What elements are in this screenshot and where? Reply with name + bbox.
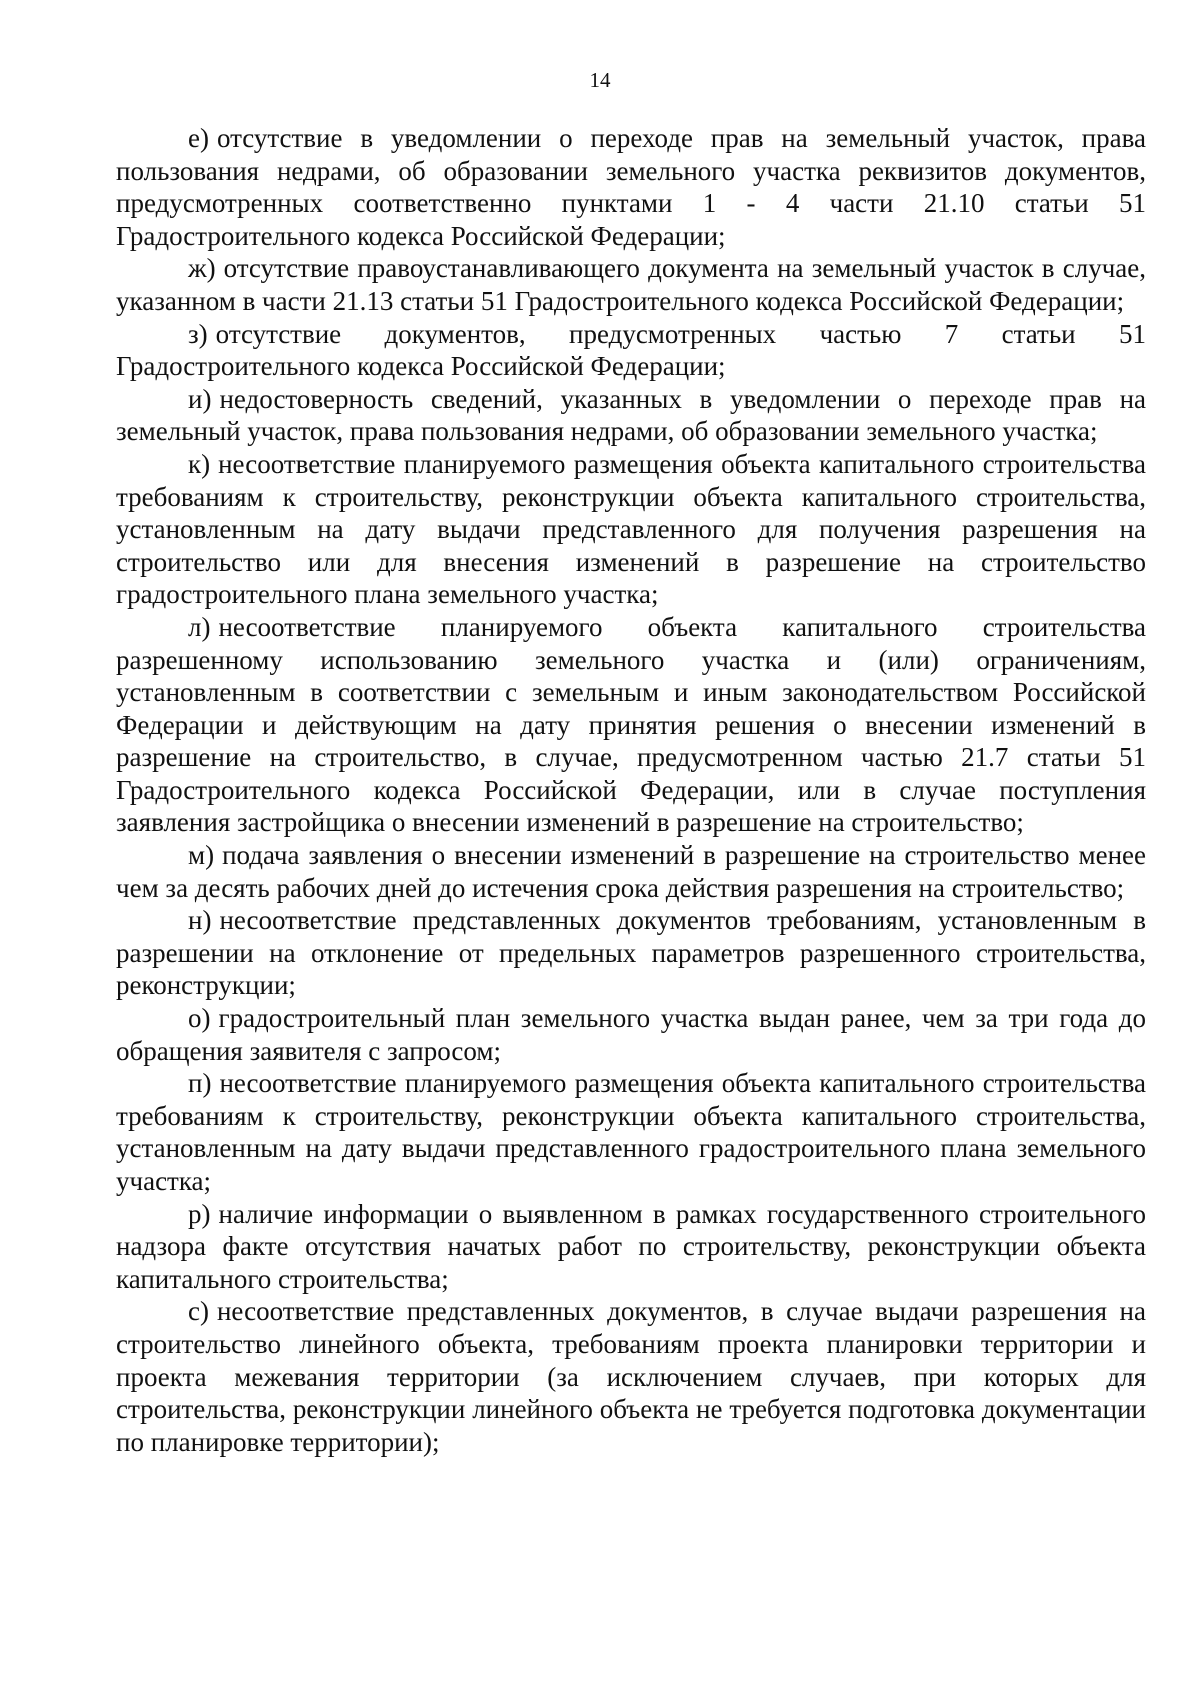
list-item-marker: е) (188, 123, 209, 153)
list-item-text: наличие информации о выявленном в рамках государственного строительного надзора факте отсутствия начатых работ по строительству, реконструкции объекта капитального строительства; (116, 1198, 1146, 1294)
list-item-text: градостроительный план земельного участка выдан ранее, чем за три года до обращения заявителя с запросом; (116, 1003, 1146, 1066)
list-item-text: отсутствие документов, предусмотренных частью 7 статьи 51 Градостроительного кодекса Российской Федерации; (116, 318, 1146, 382)
list-item-s (116, 1295, 1146, 1458)
list-item-m (116, 839, 1146, 904)
list-item-text: отсутствие правоустанавливающего документа на земельный участок в случае, указанном в части 21.13 статьи 51 Градостроительного кодекса Российской Федерации; (116, 253, 1146, 316)
list-item-marker: з) (188, 318, 208, 349)
list-item-text: отсутствие в уведомлении о переходе прав на земельный участок, права пользования недрами, об образовании земельного участка реквизитов документов, предусмотренных соответственно пунктами 1 - 4 части 21.10 статьи 51 Градостроительного кодекса Российской Федерации; (116, 123, 1146, 251)
list-item-marker: с) (188, 1296, 209, 1327)
list-item-p (116, 1067, 1146, 1197)
list-item-text: несоответствие представленных документов, в случае выдачи разрешения на строительство линейного объекта, требованиям проекта планировки территории и проекта межевания территории (за исключением случаев, при которых для строительства, реконструкции линейного объекта не требуется подготовка документации по планировке территории); (116, 1296, 1146, 1457)
list-item-marker: р) (188, 1198, 211, 1229)
list-item-z (116, 318, 1146, 383)
list-item-marker: о) (188, 1003, 211, 1034)
list-item-text: несоответствие планируемого размещения объекта капитального строительства требованиям к строительству, реконструкции объекта капитального строительства, установленным на дату выдачи представленного градостроительного плана земельного участка; (116, 1068, 1146, 1196)
list-item-marker: н) (188, 905, 212, 936)
list-item-marker: и) (188, 383, 212, 414)
list-item-text: несоответствие планируемого размещения объекта капитального строительства требованиям к строительству, реконструкции объекта капитального строительства, установленным на дату выдачи представленного для получения разрешения на строительство или для внесения изменений в разрешение на строительство градостроительного плана земельного участка; (116, 448, 1146, 610)
list-item-marker: к) (188, 448, 211, 479)
list-item-n (116, 904, 1146, 1002)
list-item-text: несоответствие планируемого объекта капитального строительства разрешенному использованию земельного участка и (или) ограничениям, установленным в соответствии с земельным и иным законодательством Российской Федерации и действующим на дату принятия решения о внесении изменений в разрешение на строительство, в случае, предусмотренном частью 21.7 статьи 51 Градостроительного кодекса Российской Федерации, или в случае поступления заявления застройщика о внесении изменений в разрешение на строительство; (116, 611, 1146, 838)
list-item-i (116, 383, 1146, 448)
list-item-marker: п) (188, 1068, 212, 1099)
list-item-text: подача заявления о внесении изменений в разрешение на строительство менее чем за десять рабочих дней до истечения срока действия разрешения на строительство; (116, 840, 1146, 903)
list-item-text: недостоверность сведений, указанных в уведомлении о переходе прав на земельный участок, права пользования недрами, об образовании земельного участка; (116, 383, 1146, 447)
list-item-l (116, 611, 1146, 839)
list-item-o (116, 1002, 1146, 1067)
list-item-e (116, 122, 1146, 252)
list-item-zh (116, 252, 1146, 317)
document-body (116, 122, 1146, 1458)
list-item-marker: м) (188, 840, 215, 871)
list-item-marker: л) (188, 611, 211, 642)
list-item-k (116, 448, 1146, 611)
list-item-marker: ж) (188, 253, 216, 284)
list-item-text: несоответствие представленных документов требованиям, установленным в разрешении на отклонение от предельных параметров разрешенного строительства, реконструкции; (116, 905, 1146, 1001)
page-number: 14 (589, 68, 611, 92)
list-item-r (116, 1198, 1146, 1296)
